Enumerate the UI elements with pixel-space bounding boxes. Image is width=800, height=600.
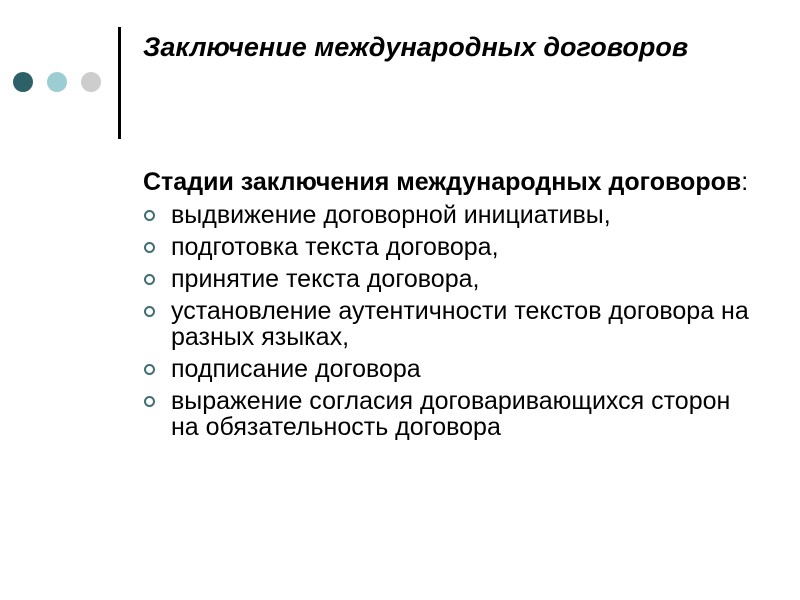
title-divider bbox=[118, 27, 121, 139]
slide-title: Заключение международных договоров bbox=[143, 32, 689, 62]
ring-bullet-icon bbox=[144, 306, 155, 317]
ring-bullet-icon bbox=[144, 242, 155, 253]
slide-content bbox=[143, 168, 763, 440]
lead-text-suffix: : bbox=[741, 168, 749, 196]
list-item-text: выдвижение договорной инициативы, bbox=[171, 201, 611, 229]
decorative-dot-dark-icon bbox=[13, 72, 33, 92]
list-item-text: подписание договора bbox=[171, 355, 421, 383]
list-item bbox=[143, 388, 763, 440]
list-item-text: установление аутентичности текстов договора на разных языках, bbox=[171, 297, 749, 351]
list-item bbox=[143, 266, 763, 292]
ring-bullet-icon bbox=[144, 210, 155, 221]
list-item bbox=[143, 234, 763, 260]
decorative-dot-gray-icon bbox=[81, 72, 101, 92]
lead-text-bold: Стадии заключения международных договоров bbox=[143, 168, 742, 196]
stages-list bbox=[143, 202, 763, 440]
list-item bbox=[143, 202, 763, 228]
ring-bullet-icon bbox=[144, 274, 155, 285]
ring-bullet-icon bbox=[144, 396, 155, 407]
decorative-dot-light-icon bbox=[47, 72, 67, 92]
ring-bullet-icon bbox=[144, 364, 155, 375]
list-item-text: принятие текста договора, bbox=[171, 265, 480, 293]
list-item-text: подготовка текста договора, bbox=[171, 233, 499, 261]
list-item-text: выражение согласия договаривающихся сторон на обязательность договора bbox=[171, 387, 731, 441]
lead-text bbox=[143, 168, 763, 196]
list-item bbox=[143, 356, 763, 382]
list-item bbox=[143, 298, 763, 350]
